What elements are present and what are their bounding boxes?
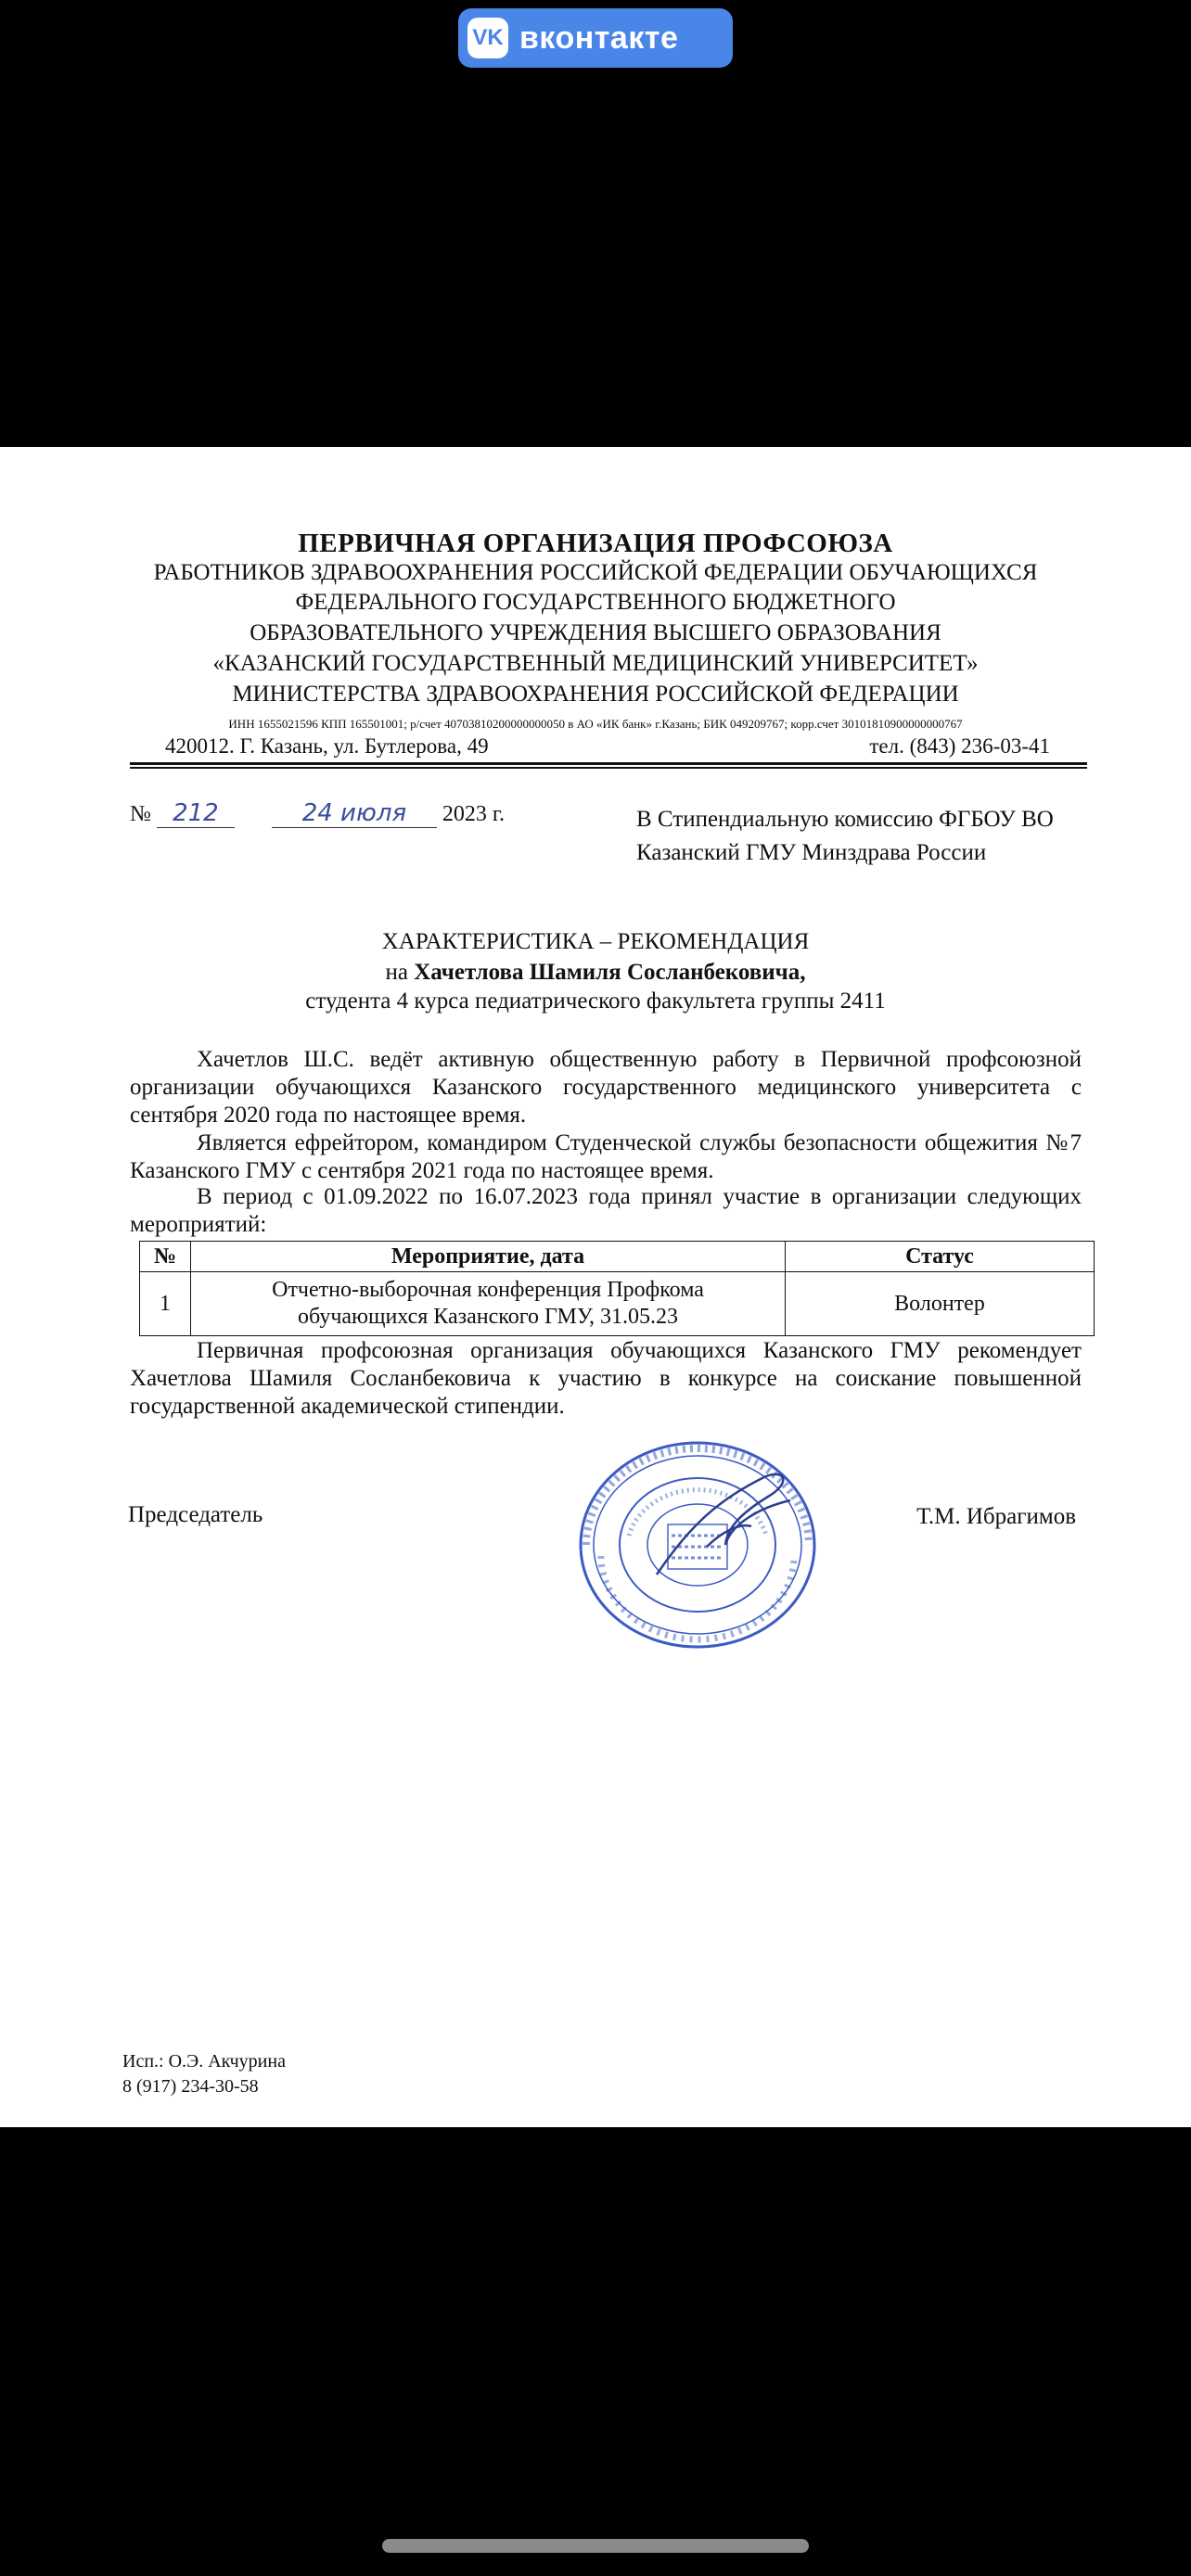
- home-indicator[interactable]: [382, 2539, 809, 2553]
- student-line: [0, 960, 1191, 986]
- handwritten-date: 24 июля: [272, 799, 437, 828]
- executor-phone: 8 (917) 234-30-58: [122, 2076, 259, 2097]
- paragraph: Первичная профсоюзная организация обучающихся Казанского ГМУ рекомендует Хачетлова Шамиля Сосланбековича к участию в конкурсе на соискание повышенной государственной академической стипендии.: [130, 1338, 1082, 1419]
- org-line: «КАЗАНСКИЙ ГОСУДАРСТВЕННЫЙ МЕДИЦИНСКИЙ УНИВЕРСИТЕТ»: [212, 651, 979, 676]
- reference-number: [130, 799, 505, 828]
- vk-logo-icon: VK: [467, 18, 508, 58]
- student-name: Хачетлова Шамиля Сосланбековича,: [414, 960, 806, 985]
- signatory-name: Т.М. Ибрагимов: [916, 1504, 1076, 1529]
- reference-year: 2023 г.: [442, 802, 506, 826]
- header-divider: [130, 762, 1087, 765]
- org-line: ФЕДЕРАЛЬНОГО ГОСУДАРСТВЕННОГО БЮДЖЕТНОГО: [295, 590, 896, 615]
- paragraph: Хачетлов Ш.С. ведёт активную общественную работу в Первичной профсоюзной организации обучающихся Казанского государственного медицинского университета с сентября 2020 года по настоящее время.: [130, 1047, 1082, 1128]
- document-page[interactable]: [0, 447, 1191, 2127]
- paragraph: В период с 01.09.2022 по 16.07.2023 года принял участие в организации следующих мероприятий:: [130, 1184, 1082, 1237]
- header-divider: [130, 767, 1087, 769]
- title-prefix: на: [385, 960, 408, 985]
- paragraph: Является ефрейтором, командиром Студенческой службы безопасности общежития №7 Казанского ГМУ с сентября 2021 года по настоящее время.: [130, 1130, 1082, 1183]
- document-heading: ХАРАКТЕРИСТИКА – РЕКОМЕНДАЦИЯ: [381, 929, 810, 954]
- official-stamp-icon: [568, 1435, 827, 1649]
- addressee-line: Казанский ГМУ Минздрава России: [636, 840, 987, 865]
- org-phone: тел. (843) 236-03-41: [869, 734, 1050, 758]
- column-header: №: [140, 1242, 191, 1272]
- signatory-position: Председатель: [128, 1502, 263, 1527]
- org-line: ОБРАЗОВАТЕЛЬНОГО УЧРЕЖДЕНИЯ ВЫСШЕГО ОБРАЗОВАНИЯ: [250, 620, 941, 645]
- app-name: вконтакте: [519, 19, 679, 56]
- number-label: №: [130, 802, 151, 826]
- org-line: МИНИСТЕРСТВА ЗДРАВООХРАНЕНИЯ РОССИЙСКОЙ ФЕДЕРАЦИИ: [232, 682, 959, 707]
- table-header-row: [140, 1242, 1095, 1272]
- table-cell-event: Отчетно-выборочная конференция Профкома обучающихся Казанского ГМУ, 31.05.23: [191, 1272, 786, 1336]
- org-title: ПЕРВИЧНАЯ ОРГАНИЗАЦИЯ ПРОФСОЮЗА: [298, 529, 893, 558]
- addressee: [636, 803, 1054, 870]
- table-cell-status: Волонтер: [786, 1272, 1095, 1336]
- org-address: 420012. Г. Казань, ул. Бутлерова, 49: [165, 734, 489, 758]
- handwritten-number: 212: [157, 799, 235, 828]
- column-header: Мероприятие, дата: [191, 1242, 786, 1272]
- executor-name: Исп.: О.Э. Акчурина: [122, 2051, 286, 2072]
- events-table: [139, 1241, 1095, 1336]
- vk-app-badge[interactable]: [458, 8, 733, 68]
- org-requisites: ИНН 1655021596 КПП 165501001; р/счет 40703810200000000050 в АО «ИК банк» г.Казань; БИК 049209767; корр.счет 30101810900000000767: [228, 717, 963, 731]
- table-cell-num: 1: [140, 1272, 191, 1336]
- table-row: [140, 1272, 1095, 1336]
- student-info: студента 4 курса педиатрического факультета группы 2411: [305, 988, 886, 1014]
- addressee-line: В Стипендиальную комиссию ФГБОУ ВО: [636, 807, 1054, 832]
- org-line: РАБОТНИКОВ ЗДРАВООХРАНЕНИЯ РОССИЙСКОЙ ФЕДЕРАЦИИ ОБУЧАЮЩИХСЯ: [153, 560, 1038, 585]
- executor-info: [122, 2049, 286, 2099]
- column-header: Статус: [786, 1242, 1095, 1272]
